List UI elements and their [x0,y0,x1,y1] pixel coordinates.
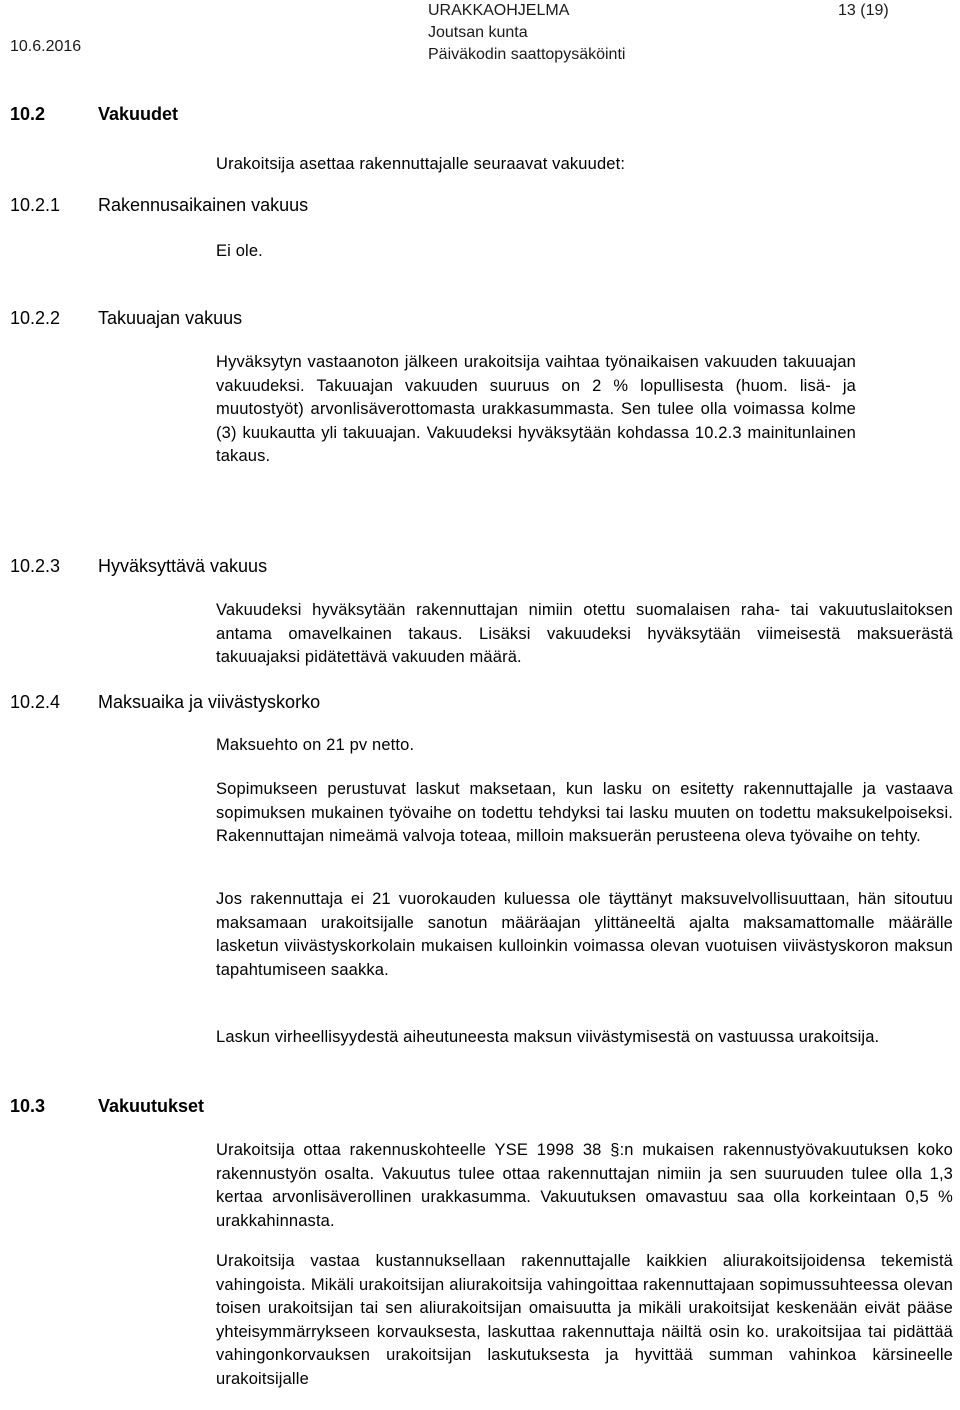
section-10-2-4-p2: Sopimukseen perustuvat laskut maksetaan, kun lasku on esitetty rakennuttajalle ja vastaava sopimuksen mukainen työvaihe on todettu tehdyksi tai lasku muuten on todettu maksukelpoiseksi. Rakennuttajan nimeämä valvoja toteaa, milloin maksuerän perusteena oleva työvaihe on tehty. [216,780,953,846]
section-number: 10.2.2 [10,308,61,328]
section-10-2-1-text: Ei ole. [216,242,263,260]
section-title: Rakennusaikainen vakuus [98,195,309,215]
section-heading-10-2 [10,102,178,126]
header-date: 10.6.2016 [10,38,82,55]
section-10-2-3-text: Vakuudeksi hyväksytään rakennuttajan nimiin otettu suomalaisen raha- tai vakuutuslaitoksen antama omavelkainen takaus. Lisäksi vakuudeksi hyväksytään viimeisestä maksuerästä takuuajaksi pidätettävä vakuuden määrä. [216,601,953,667]
section-10-2-4-p3: Jos rakennuttaja ei 21 vuorokauden kuluessa ole täyttänyt maksuvelvollisuuttaan, hän sitoutuu maksamaan urakoitsijalle sanotun määräajan ylittäneeltä ajalta maksamattomalle määrälle lasketun viivästyskorkolain mukaisen kulloinkin voimassa olevan vuotuisen viivästyskoron maksun tapahtumiseen saakka. [216,890,953,979]
header-doc-type: URAKKAOHJELMA [428,2,570,19]
section-title: Vakuudet [98,104,179,124]
section-title: Maksuaika ja viivästyskorko [98,692,321,712]
section-heading-10-2-1 [10,193,308,217]
section-heading-10-2-4 [10,690,320,714]
section-heading-10-3 [10,1094,204,1118]
section-10-2-4-p1: Maksuehto on 21 pv netto. [216,736,415,754]
section-number: 10.2.1 [10,195,61,215]
section-10-2-2-text: Hyväksytyn vastaanoton jälkeen urakoitsija vaihtaa työnaikaisen vakuuden takuuajan vakuudeksi. Takuuajan vakuuden suuruus on 2 % lopullisesta (huom. lisä- ja muutostyöt) arvonlisäverottomasta urakkasummasta. Sen tulee olla voimassa kolme (3) kuukautta yli takuuajan. Vakuudeksi hyväksytään kohdassa 10.2.3 mainitunlainen takaus. [216,353,856,466]
section-title: Takuuajan vakuus [98,308,243,328]
section-number: 10.2 [10,104,46,124]
section-10-2-intro: Urakoitsija asettaa rakennuttajalle seuraavat vakuudet: [216,155,626,173]
section-10-3-p1: Urakoitsija ottaa rakennuskohteelle YSE 1998 38 §:n mukaisen rakennustyövakuutuksen koko rakennustyön osalta. Vakuutus tulee ottaa rakennuttajan nimiin ja sen suuruuden tulee olla 1,3 kertaa arvonlisäverollinen urakkasumma. Vakuutuksen omavastuu saa olla korkeintaan 0,5 % urakkahinnasta. [216,1141,953,1230]
section-number: 10.2.3 [10,556,61,576]
section-number: 10.3 [10,1096,46,1116]
section-heading-10-2-3 [10,554,267,578]
header-project: Päiväkodin saattopysäköinti [428,46,626,63]
header-municipality: Joutsan kunta [428,24,528,41]
section-number: 10.2.4 [10,692,61,712]
section-title: Vakuutukset [98,1096,205,1116]
section-10-2-4-p4: Laskun virheellisyydestä aiheutuneesta maksun viivästymisestä on vastuussa urakoitsija. [216,1028,880,1046]
section-heading-10-2-2 [10,306,242,330]
section-title: Hyväksyttävä vakuus [98,556,268,576]
header-page-number: 13 (19) [838,2,889,19]
header-block [428,0,625,66]
section-10-3-p2: Urakoitsija vastaa kustannuksellaan rakennuttajalle kaikkien aliurakoitsijoidensa tekemistä vahingoista. Mikäli urakoitsijan aliurakoitsija vahingoittaa rakennuttajaan sopimussuhteessa olevan toisen urakoitsijan tai sen aliurakoitsijan omaisuutta ja mikäli urakoitsijat keskenään eivät pääse yhteisymmärrykseen korvauksesta, laskuttaa rakennuttaja näiltä osin ko. urakoitsijaa tai pidättää vahingonkorvauksen urakoitsijan laskutuksesta ja hyvittää summan vahinkoa kärsineelle urakoitsijalle [216,1252,953,1388]
